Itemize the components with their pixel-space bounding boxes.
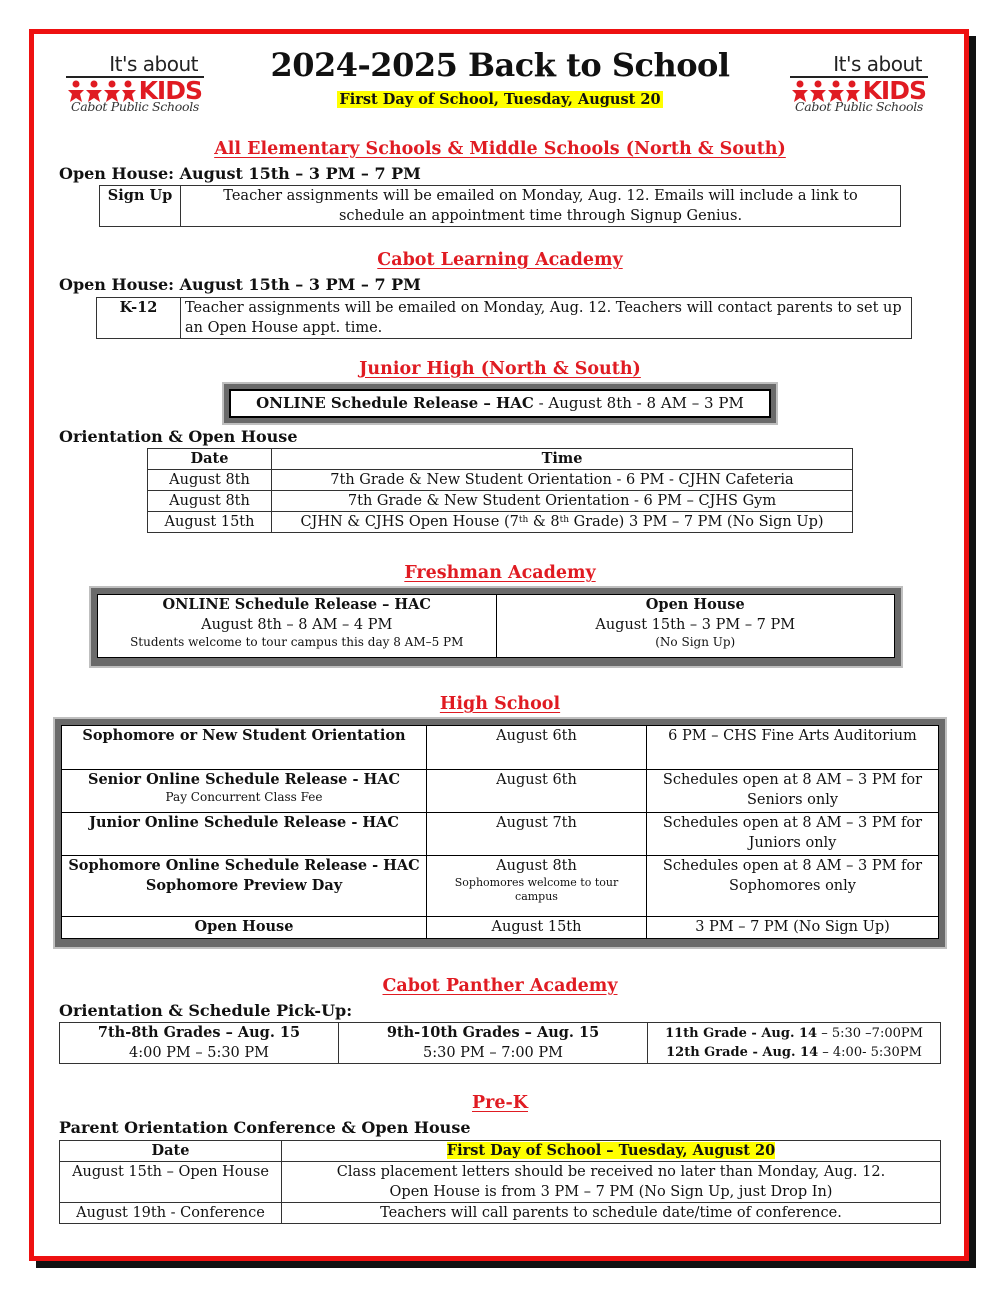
table-row [148, 491, 853, 512]
time-cell: 7th Grade & New Student Orientation - 6 PM – CJHS Gym [272, 491, 853, 512]
freshman-table [97, 594, 895, 658]
detail-cell: Schedules open at 8 AM – 3 PM for Juniors only [647, 813, 939, 856]
section-heading-panther: Cabot Panther Academy [382, 976, 618, 996]
section-heading-high-school: High School [439, 694, 561, 714]
event-cell: Sophomore Online Schedule Release - HAC Sophomore Preview Day [62, 856, 427, 917]
column-header-first-day: First Day of School – Tuesday, August 20 [282, 1141, 941, 1162]
detail-cell: 6 PM – CHS Fine Arts Auditorium [647, 726, 939, 770]
panther-sub-heading: Orientation & Schedule Pick-Up: [59, 1001, 353, 1020]
logo-right [790, 52, 930, 114]
date-cell: August 7th [427, 813, 647, 856]
detail-cell: 3 PM – 7 PM (No Sign Up) [647, 917, 939, 939]
freshman-no-signup: (No Sign Up) [655, 635, 736, 649]
detail-cell: Schedules open at 8 AM – 3 PM for Seniors only [647, 770, 939, 813]
date-cell: August 8th [148, 470, 272, 491]
junior-high-release-time: - August 8th - 8 AM – 3 PM [533, 394, 744, 412]
column-header-time: Time [272, 449, 853, 470]
table-header-row [60, 1141, 941, 1162]
table-row [148, 512, 853, 533]
logo-left [66, 52, 206, 114]
prek-table [59, 1140, 941, 1224]
event-cell: Senior Online Schedule Release - HAC Pay Concurrent Class Fee [62, 770, 427, 813]
freshman-release-time: August 8th – 8 AM – 4 PM [201, 617, 393, 633]
table-row [100, 186, 901, 227]
table-row [62, 726, 939, 770]
panther-table [59, 1022, 941, 1064]
first-day-subtitle: First Day of School, Tuesday, August 20 [339, 91, 661, 108]
table-row [60, 1162, 941, 1203]
event-cell: Sophomore or New Student Orientation [62, 726, 427, 770]
section-heading-learning-academy: Cabot Learning Academy [377, 250, 623, 270]
freshman-release-cell [98, 595, 497, 658]
sign-up-text: Teacher assignments will be emailed on Monday, Aug. 12. Emails will include a link to schedule an appointment time through Signup Genius. [181, 186, 901, 227]
date-cell: August 15th [148, 512, 272, 533]
table-row [62, 813, 939, 856]
learning-academy-open-house: Open House: August 15th – 3 PM – 7 PM [59, 275, 421, 294]
learning-academy-table [96, 297, 912, 339]
junior-high-sub-heading: Orientation & Open House [59, 427, 298, 446]
date-cell: August 15th – Open House [60, 1162, 282, 1203]
elementary-table [99, 185, 901, 227]
grades-9-10-cell: 9th-10th Grades – Aug. 15 5:30 PM – 7:00 PM [339, 1023, 648, 1064]
logo-tagline: It's about [109, 52, 198, 76]
date-cell: August 6th [427, 726, 647, 770]
table-row [60, 1203, 941, 1224]
table-header-row [148, 449, 853, 470]
high-school-table [61, 725, 939, 939]
date-cell: August 6th [427, 770, 647, 813]
freshman-tour-note: Students welcome to tour campus this day 8 AM–5 PM [130, 635, 464, 649]
table-row [148, 470, 853, 491]
detail-cell: Class placement letters should be received no later than Monday, Aug. 12. Open House is from 3 PM – 7 PM (No Sign Up, just Drop In) [282, 1162, 941, 1203]
table-row [98, 595, 895, 658]
section-heading-prek: Pre-K [472, 1093, 528, 1113]
logo-district: Cabot Public Schools [794, 99, 924, 114]
date-cell: August 8th Sophomores welcome to tour campus [427, 856, 647, 917]
event-cell: Open House [62, 917, 427, 939]
logo-brand: KIDS [138, 76, 202, 105]
freshman-open-house-cell [496, 595, 895, 658]
junior-high-release-box [222, 382, 778, 425]
column-header-date: Date [60, 1141, 282, 1162]
logo-brand: KIDS [862, 76, 926, 105]
freshman-release-title: ONLINE Schedule Release – HAC [162, 596, 431, 613]
prek-sub-heading: Parent Orientation Conference & Open House [59, 1118, 471, 1137]
grades-7-8-cell: 7th-8th Grades – Aug. 15 4:00 PM – 5:30 PM [60, 1023, 339, 1064]
section-heading-freshman: Freshman Academy [404, 563, 596, 583]
table-row [60, 1023, 941, 1064]
time-cell: CJHN & CJHS Open House (7th & 8th Grade) 3 PM – 7 PM (No Sign Up) [272, 512, 853, 533]
freshman-box [89, 586, 903, 668]
date-cell: August 8th [148, 491, 272, 512]
detail-cell: Schedules open at 8 AM – 3 PM for Sophomores only [647, 856, 939, 917]
elementary-open-house: Open House: August 15th – 3 PM – 7 PM [59, 164, 421, 183]
table-row [62, 770, 939, 813]
date-cell: August 15th [427, 917, 647, 939]
date-cell: August 19th - Conference [60, 1203, 282, 1224]
junior-high-table [147, 448, 853, 533]
column-header-date: Date [148, 449, 272, 470]
section-heading-junior-high: Junior High (North & South) [359, 359, 641, 379]
freshman-open-house-title: Open House [645, 596, 745, 613]
freshman-open-house-time: August 15th – 3 PM – 7 PM [595, 617, 796, 633]
k12-label: K-12 [97, 298, 181, 339]
logo-tagline: It's about [833, 52, 922, 76]
table-row [62, 856, 939, 917]
logo-district: Cabot Public Schools [70, 99, 200, 114]
event-cell: Junior Online Schedule Release - HAC [62, 813, 427, 856]
time-cell: 7th Grade & New Student Orientation - 6 PM - CJHN Cafeteria [272, 470, 853, 491]
table-row [97, 298, 912, 339]
sign-up-label: Sign Up [100, 186, 181, 227]
page-title: 2024-2025 Back to School [270, 46, 730, 84]
table-row [62, 917, 939, 939]
k12-text: Teacher assignments will be emailed on Monday, Aug. 12. Teachers will contact parents to set up an Open House appt. time. [181, 298, 912, 339]
grades-11-12-cell: 11th Grade - Aug. 14 – 5:30 –7:00PM 12th Grade - Aug. 14 – 4:00- 5:30PM [648, 1023, 941, 1064]
detail-cell: Teachers will call parents to schedule date/time of conference. [282, 1203, 941, 1224]
high-school-box [53, 717, 947, 949]
section-heading-elementary: All Elementary Schools & Middle Schools (North & South) [214, 139, 786, 159]
junior-high-release-title: ONLINE Schedule Release – HAC [256, 394, 534, 412]
